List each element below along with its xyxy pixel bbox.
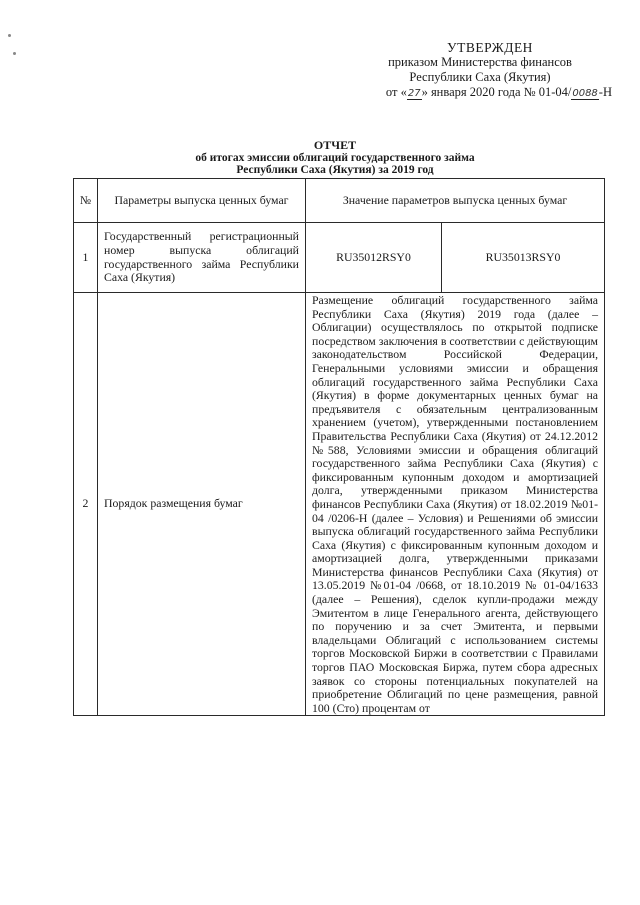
row-parameter: Государственный регистрационный номер выпуска облигаций государственного займа Республики Саха (Якутия): [98, 223, 306, 293]
row-value-isin-2: RU35013RSY0: [442, 223, 605, 293]
handwritten-doc-number: 0088: [572, 88, 598, 99]
approval-line-ministry: приказом Министерства финансов: [388, 55, 572, 69]
row-number: 2: [74, 293, 98, 716]
header-parameters: Параметры выпуска ценных бумаг: [98, 179, 306, 223]
report-heading: [150, 139, 520, 177]
report-title: ОТЧЕТ: [313, 138, 357, 152]
row-value-isin-1: RU35012RSY0: [306, 223, 442, 293]
table-row: [74, 223, 605, 293]
report-subtitle-2: Республики Саха (Якутия) за 2019 год: [236, 164, 434, 176]
report-table: [73, 178, 605, 716]
row-number: 1: [74, 223, 98, 293]
header-values: Значение параметров выпуска ценных бумаг: [306, 179, 605, 223]
scan-speck: [13, 52, 16, 55]
header-number: №: [74, 179, 98, 223]
approval-line-republic: Республики Саха (Якутия): [409, 70, 551, 84]
row-parameter: Порядок размещения бумаг: [98, 293, 306, 716]
date-suffix: -Н: [598, 85, 612, 99]
handwritten-day: 27: [407, 88, 421, 99]
report-subtitle-1: об итогах эмиссии облигаций государственного займа: [195, 151, 475, 164]
scan-speck: [8, 34, 11, 37]
approval-stamp: [340, 40, 620, 101]
date-prefix: от «: [385, 85, 407, 99]
row-value-text: Размещение облигаций государственного займа Республики Саха (Якутия) 2019 года (далее – Облигации) осуществлялось по открытой подписке посредством заключения в соответствии с действующим законодательством Российской Федерации, Генеральными условиями эмиссии и обращения облигаций государственного займа Республики Саха (Якутия) в форме документарных ценных бумаг на предъявителя с обязательным централизованным хранением (учетом), утвержденными постановлением Правительства Республики Саха (Якутия) от 24.12.2012 №588, Условиями эмиссии и обращения облигаций государственного займа Республики Саха (Якутия) с фиксированным купонным доходом и амортизацией долга, утвержденными приказом Министерства финансов Республики Саха (Якутия) от 18.02.2019 №01-04 /0206-Н (далее – Условия) и Решениями об эмиссии выпуска облигаций государственного займа Республики Саха (Якутия) с фиксированным купонным доходом и амортизацией долга, утвержденными приказами Министерства финансов Республики Саха (Якутия) от 13.05.2019 №01-04 /0668, от 18.10.2019 № 01-04/1633 (далее – Решения), сделок купли-продажи между Эмитентом в лице Генерального агента, действующего по поручению и за счет Эмитента, и первыми владельцами Облигаций с использованием системы торгов Московской Биржи в соответствии с Правилами торгов ПАО Московская Биржа, путем сбора адресных заявок со стороны потенциальных покупателей на приобретение Облигаций по цене размещения, равной 100 (Сто) процентам от: [306, 293, 605, 716]
table-row: [74, 293, 605, 716]
approved-label: УТВЕРЖДЕН: [447, 40, 533, 55]
approval-date-line: [340, 85, 620, 101]
date-middle: » января 2020 года № 01-04/: [421, 85, 572, 99]
table-header-row: [74, 179, 605, 223]
